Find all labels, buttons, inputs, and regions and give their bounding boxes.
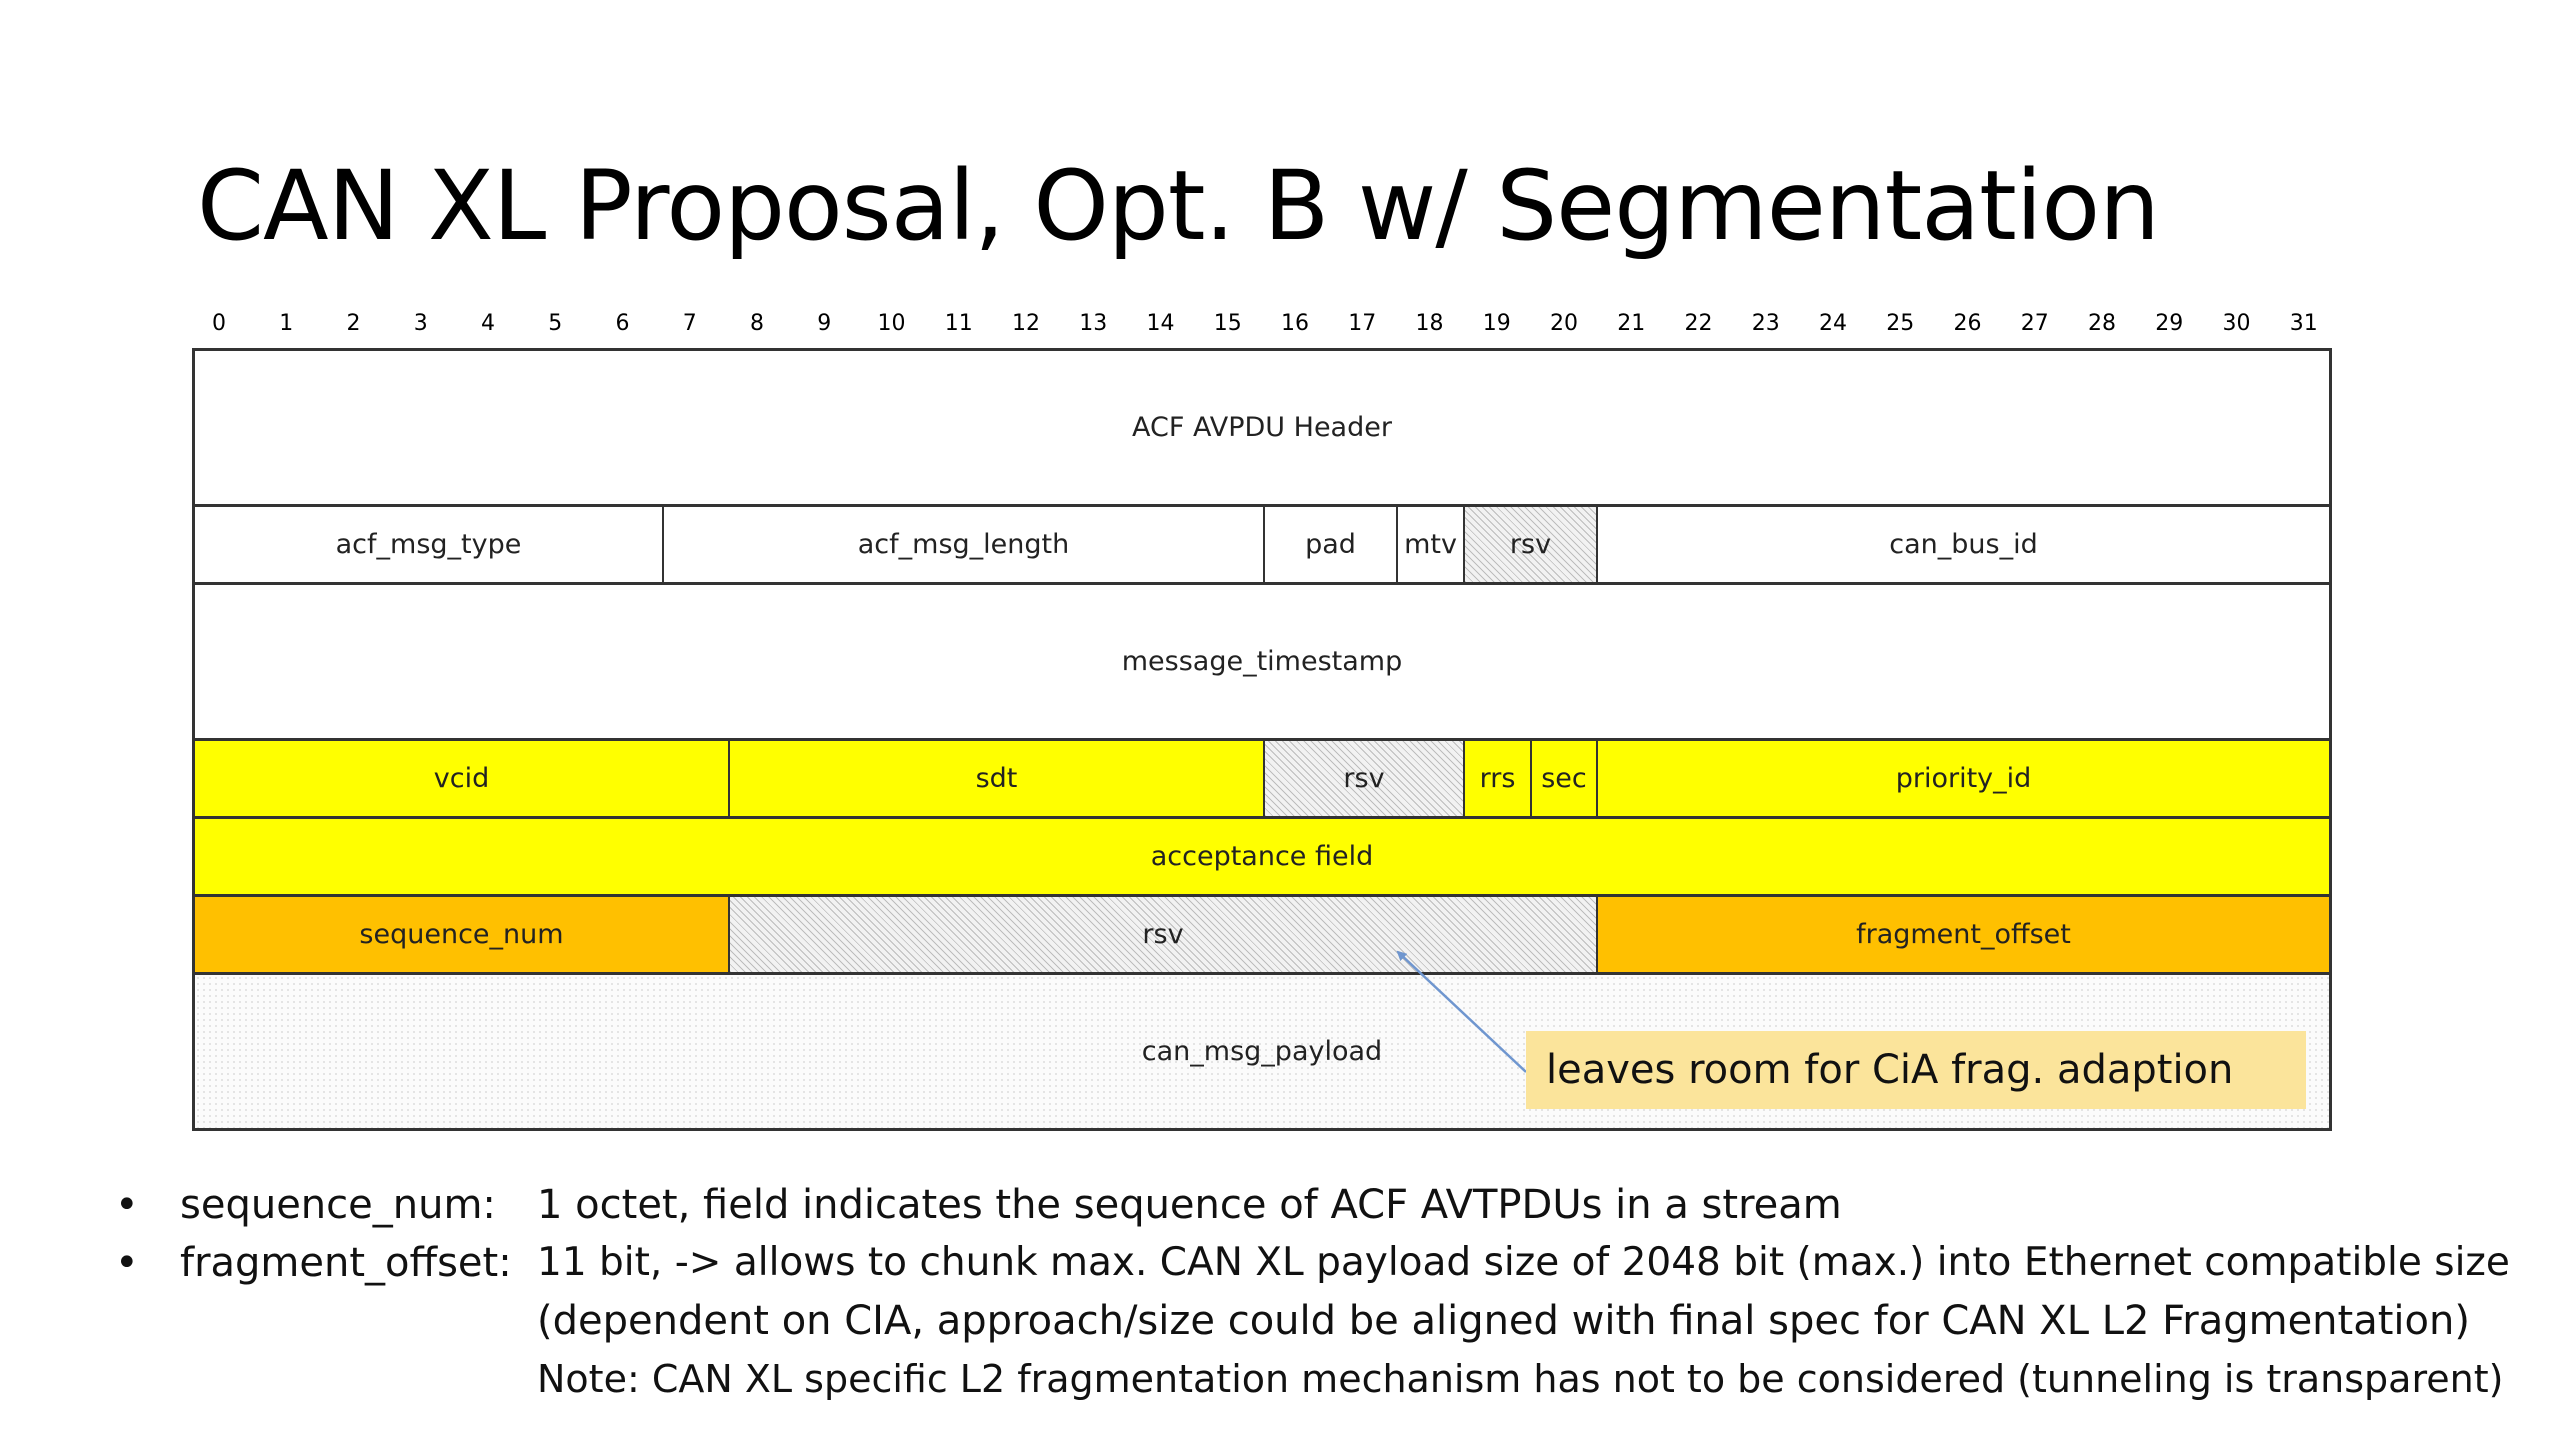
bit-number-10: 10 <box>877 311 906 336</box>
bit-number-28: 28 <box>2088 311 2116 336</box>
field-acf-msg-length: acf_msg_length <box>664 507 1265 585</box>
bit-number-6: 6 <box>615 311 630 336</box>
callout-text: leaves room for CiA frag. adaption <box>1546 1047 2234 1093</box>
bit-number-14: 14 <box>1146 311 1175 336</box>
bit-number-30: 30 <box>2222 311 2251 336</box>
bit-number-12: 12 <box>1012 311 1040 336</box>
field-sec: sec <box>1532 741 1598 819</box>
bit-number-15: 15 <box>1213 311 1242 336</box>
bit-number-9: 9 <box>817 311 832 336</box>
packet-format-diagram <box>192 348 2332 1131</box>
bit-number-2: 2 <box>346 311 361 336</box>
field-mtv: mtv <box>1398 507 1465 585</box>
bit-number-17: 17 <box>1348 311 1377 336</box>
bit-number-29: 29 <box>2155 311 2184 336</box>
continuation-line-2: Note: CAN XL specific L2 fragmentation mechanism has not to be considered (tunneling is transparent) <box>537 1357 2504 1401</box>
bullet-marker: • <box>115 1182 139 1228</box>
field-vcid: vcid <box>195 741 730 819</box>
bit-number-7: 7 <box>682 311 697 336</box>
field-reserved-row2: rsv <box>1465 507 1598 585</box>
field-acf-avpdu-header: ACF AVPDU Header <box>195 351 2329 507</box>
bullet-text-sequence-num: 1 octet, field indicates the sequence of ACF AVTPDUs in a stream <box>537 1182 1842 1228</box>
field-acceptance: acceptance field <box>195 819 2329 897</box>
bit-number-24: 24 <box>1819 311 1847 336</box>
bit-number-4: 4 <box>481 311 495 336</box>
bit-number-1: 1 <box>279 311 294 336</box>
bit-number-18: 18 <box>1415 311 1444 336</box>
field-can-bus-id: can_bus_id <box>1598 507 2329 585</box>
field-reserved-row4: rsv <box>1265 741 1465 819</box>
bit-number-27: 27 <box>2020 311 2049 336</box>
field-fragment-offset: fragment_offset <box>1598 897 2329 975</box>
bit-number-20: 20 <box>1550 311 1578 336</box>
bit-number-11: 11 <box>944 311 973 336</box>
bullet-text-fragment-offset: 11 bit, -> allows to chunk max. CAN XL payload size of 2048 bit (max.) into Ethernet compatible size <box>537 1240 2510 1285</box>
bit-number-5: 5 <box>548 311 563 336</box>
bit-number-13: 13 <box>1079 311 1108 336</box>
field-acf-msg-type: acf_msg_type <box>195 507 664 585</box>
bit-number-25: 25 <box>1886 311 1915 336</box>
bit-number-0: 0 <box>212 311 226 336</box>
bullet-marker: • <box>115 1240 139 1286</box>
bullet-label-fragment-offset: fragment_offset: <box>180 1240 512 1286</box>
bit-number-8: 8 <box>750 311 764 336</box>
bit-number-26: 26 <box>1953 311 1982 336</box>
slide-title: CAN XL Proposal, Opt. B w/ Segmentation <box>197 150 2159 262</box>
field-sequence-num: sequence_num <box>195 897 730 975</box>
bullet-label-sequence-num: sequence_num: <box>180 1182 496 1228</box>
bit-number-3: 3 <box>413 311 428 336</box>
field-can-msg-payload: can_msg_payload <box>195 975 2329 1128</box>
bit-number-16: 16 <box>1281 311 1309 336</box>
bit-number-22: 22 <box>1684 311 1713 336</box>
field-rrs: rrs <box>1465 741 1532 819</box>
field-reserved-row6: rsv <box>730 897 1598 975</box>
bit-number-19: 19 <box>1482 311 1511 336</box>
field-message-timestamp: message_timestamp <box>195 585 2329 741</box>
bit-number-23: 23 <box>1751 311 1780 336</box>
continuation-line-1: (dependent on CIA, approach/size could be aligned with final spec for CAN XL L2 Fragmentation) <box>537 1298 2470 1344</box>
bit-number-21: 21 <box>1617 311 1646 336</box>
field-priority-id: priority_id <box>1598 741 2329 819</box>
field-sdt: sdt <box>730 741 1265 819</box>
callout-note <box>1526 1031 2306 1109</box>
field-pad: pad <box>1265 507 1398 585</box>
bit-number-31: 31 <box>2289 311 2318 336</box>
